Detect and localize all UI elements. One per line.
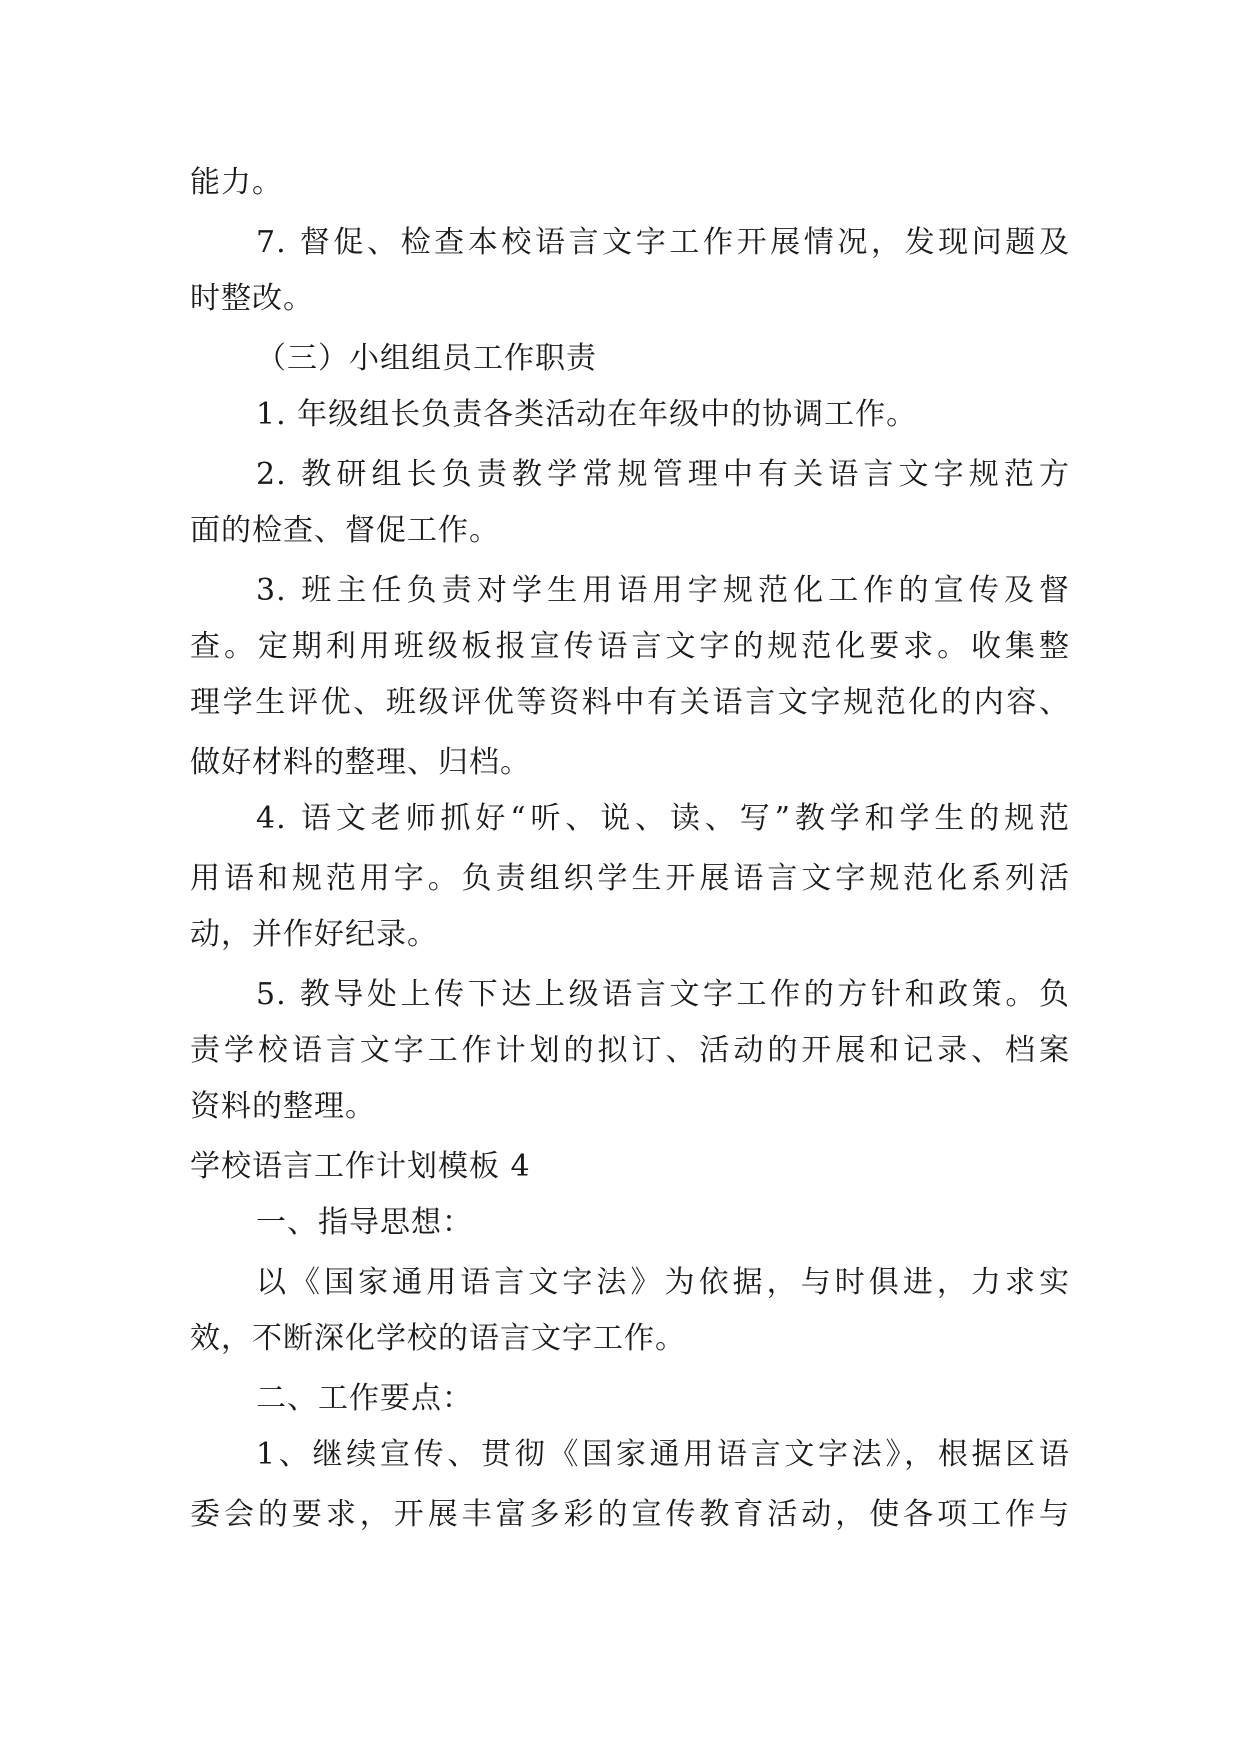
paragraph-line: 查。定期利用班级板报宣传语言文字的规范化要求。收集整 [190,629,1070,664]
document-title: 学校语言工作计划模板 4 [190,1149,531,1184]
section-heading: 一、指导思想： [256,1205,473,1240]
paragraph-line: 用语和规范用字。负责组织学生开展语言文字规范化系列活 [190,861,1070,896]
paragraph-line: 5. 教导处上传下达上级语言文字工作的方针和政策。负 [256,977,1070,1012]
paragraph-line: 做好材料的整理、归档。 [190,745,531,780]
paragraph-line: 7. 督促、检查本校语言文字工作开展情况，发现问题及 [256,225,1070,260]
paragraph-line: 2. 教研组长负责教学常规管理中有关语言文字规范方 [256,457,1070,492]
paragraph-line: 1. 年级组长负责各类活动在年级中的协调工作。 [256,397,918,432]
paragraph-line: 以《国家通用语言文字法》为依据，与时俱进，力求实 [256,1265,1070,1300]
paragraph-line: 委会的要求，开展丰富多彩的宣传教育活动，使各项工作与 [190,1497,1070,1532]
paragraph-line: 4. 语文老师抓好“听、说、读、写”教学和学生的规范 [256,801,1070,836]
section-heading: （三）小组组员工作职责 [256,341,597,376]
paragraph-line: 动，并作好纪录。 [190,917,438,952]
paragraph-line: 效，不断深化学校的语言文字工作。 [190,1321,686,1356]
paragraph-line: 资料的整理。 [190,1089,376,1124]
paragraph-line: 理学生评优、班级评优等资料中有关语言文字规范化的内容、 [190,685,1070,720]
paragraph-line: 3. 班主任负责对学生用语用字规范化工作的宣传及督 [256,573,1070,608]
paragraph-line: 面的检查、督促工作。 [190,513,500,548]
paragraph-line: 1、继续宣传、贯彻《国家通用语言文字法》，根据区语 [256,1437,1070,1472]
paragraph-line: 责学校语言文字工作计划的拟订、活动的开展和记录、档案 [190,1033,1070,1068]
section-heading: 二、工作要点： [256,1381,473,1416]
paragraph-line: 时整改。 [190,281,314,316]
paragraph-line: 能力。 [190,165,283,200]
